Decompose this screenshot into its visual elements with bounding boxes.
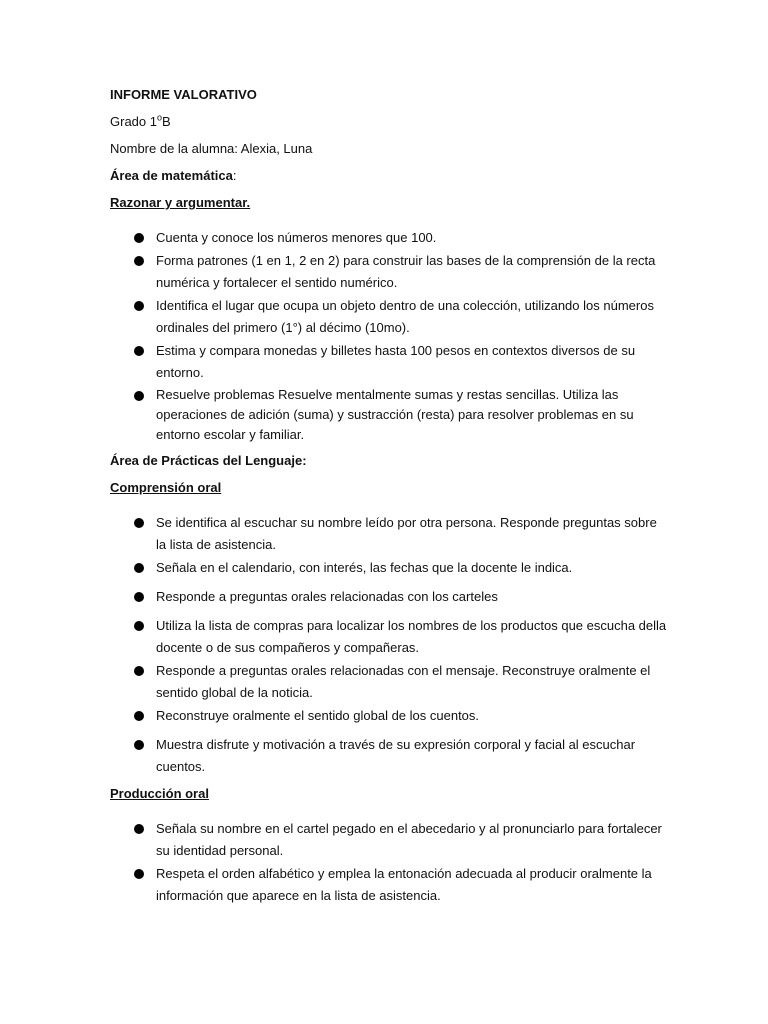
list-item-text: Responde a preguntas orales relacionadas con el mensaje. Reconstruye oralmente el sentido global de la noticia. [156,663,651,700]
list-item-text: Señala en el calendario, con interés, las fechas que la docente le indica. [156,560,573,575]
math-list [110,227,670,445]
bullet-icon [134,301,144,311]
bullet-icon [134,740,144,750]
list-item [110,586,670,608]
list-item-text: Respeta el orden alfabético y emplea la entonación adecuada al producir oralmente la información que aparece en la lista de asistencia. [156,866,652,903]
list-item-text: Estima y compara monedas y billetes hasta 100 pesos en contextos diversos de su entorno. [156,343,636,380]
list-item-text: Resuelve problemas Resuelve mentalmente sumas y restas sencillas. Utiliza las operaciones de adición (suma) y sustracción (resta) para resolver problemas en su entorno escolar y familiar. [156,387,634,442]
math-area-heading [110,167,670,184]
produccion-list [110,818,670,907]
list-item [110,660,670,704]
list-item-text: Cuenta y conoce los números menores que 100. [156,230,437,245]
list-item [110,227,670,249]
list-item-text: Señala su nombre en el cartel pegado en el abecedario y al pronunciarlo para fortalecer su identidad personal. [156,821,662,858]
language-area-heading: Área de Prácticas del Lenguaje: [110,453,307,468]
list-item [110,615,670,659]
bullet-icon [134,621,144,631]
list-item [110,734,670,778]
list-item [110,512,670,556]
list-item [110,340,670,384]
math-area-label: Área de matemática [110,168,233,183]
document-body [110,86,670,908]
list-item-text: Reconstruye oralmente el sentido global de los cuentos. [156,708,480,723]
grade-prefix: Grado 1 [110,114,157,129]
bullet-icon [134,346,144,356]
math-subtitle: Razonar y argumentar. [110,195,251,210]
bullet-icon [134,391,144,401]
list-item [110,250,670,294]
math-area-colon: : [232,168,237,183]
bullet-icon [134,563,144,573]
list-item [110,863,670,907]
list-item [110,557,670,579]
bullet-icon [134,824,144,834]
grade-suffix: B [162,114,171,129]
document-title: INFORME VALORATIVO [110,87,257,102]
grade-line [110,113,670,130]
list-item [110,295,670,339]
list-item-text: Utiliza la lista de compras para localizar los nombres de los productos que escucha della docente o de sus compañeros y compañeras. [156,618,667,655]
list-item-text: Se identifica al escuchar su nombre leído por otra persona. Responde preguntas sobre la lista de asistencia. [156,515,657,552]
comprension-list [110,512,670,778]
list-item-text: Muestra disfrute y motivación a través de su expresión corporal y facial al escuchar cuentos. [156,737,636,774]
grade-superscript: o [156,112,162,123]
bullet-icon [134,256,144,266]
bullet-icon [134,592,144,602]
produccion-subtitle: Producción oral [110,786,209,801]
list-item [110,818,670,862]
comprension-subtitle: Comprensión oral [110,480,222,495]
list-item-text: Forma patrones (1 en 1, 2 en 2) para construir las bases de la comprensión de la recta numérica y fortalecer el sentido numérico. [156,253,656,290]
bullet-icon [134,518,144,528]
list-item-text: Responde a preguntas orales relacionadas con los carteles [156,589,498,604]
student-name-line: Nombre de la alumna: Alexia, Luna [110,141,313,156]
bullet-icon [134,711,144,721]
list-item-text: Identifica el lugar que ocupa un objeto dentro de una colección, utilizando los números ordinales del primero (1°) al décimo (10mo). [156,298,654,335]
list-item [110,385,670,445]
list-item [110,705,670,727]
bullet-icon [134,233,144,243]
bullet-icon [134,666,144,676]
bullet-icon [134,869,144,879]
